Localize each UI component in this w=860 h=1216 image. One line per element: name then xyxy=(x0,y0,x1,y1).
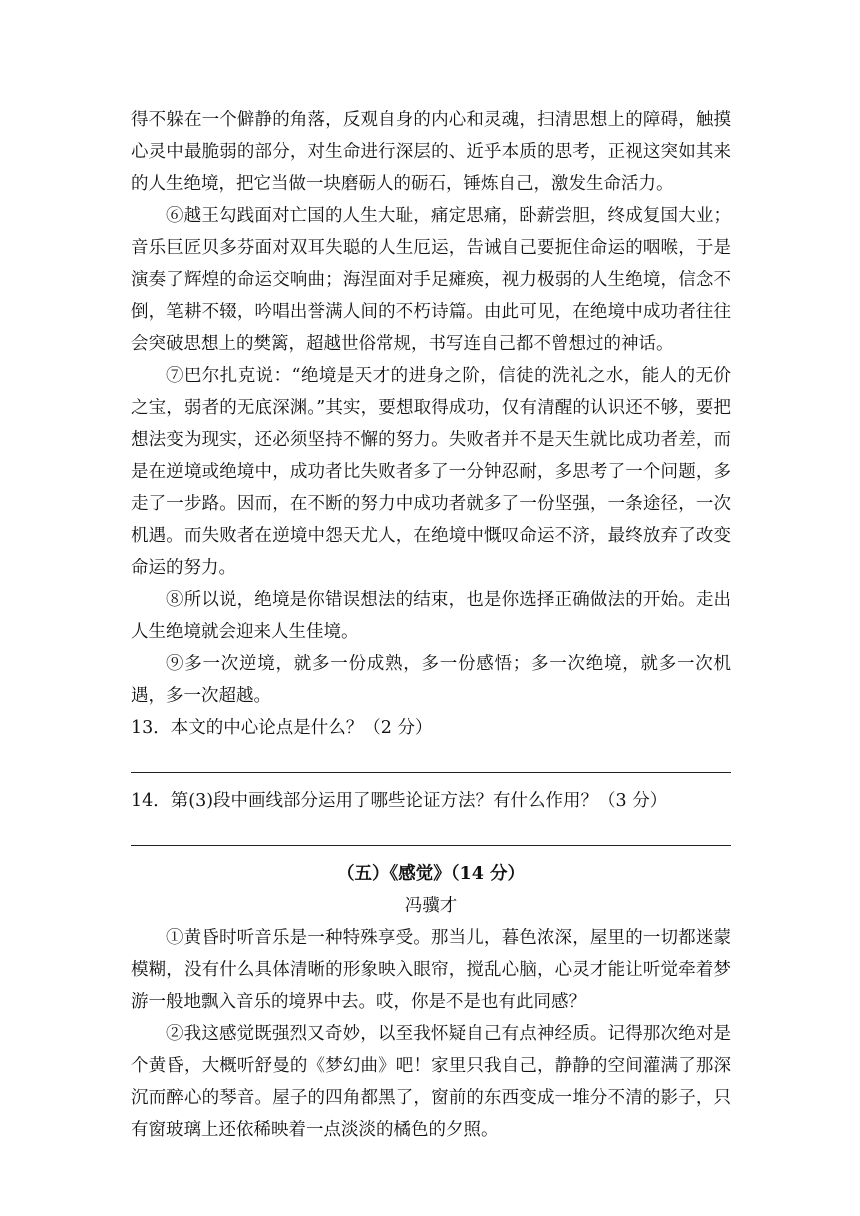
passage-paragraph-7: ⑦巴尔扎克说：“绝境是天才的进身之阶，信徒的洗礼之水，能人的无价之宝，弱者的无底深渊。”其实，要想取得成功，仅有清醒的认识还不够，要把想法变为现实，还必须坚持不懈的努力。失败者并不是天生就比成功者差，而是在逆境或绝境中，成功者比失败者多了一分钟忍耐，多思考了一个问题，多走了一步路。因而，在不断的努力中成功者就多了一份坚强，一条途径，一次机遇。而失败者在逆境中怨天尤人，在绝境中慨叹命运不济，最终放弃了改变命运的努力。 xyxy=(131,366,731,578)
document-body xyxy=(131,104,731,1146)
section-paragraph-2: ②我这感觉既强烈又奇妙，以至我怀疑自己有点神经质。记得那次绝对是个黄昏，大概听舒曼的《梦幻曲》吧！家里只我自己，静静的空间灌满了那深沉而醉心的琴音。屋子的四角都黑了，窗前的东西变成一堆分不清的影子，只有窗玻璃上还依稀映着一点淡淡的橘色的夕照。 xyxy=(131,1024,731,1140)
section-title: （五）《感觉》（14 分） xyxy=(337,864,525,884)
passage-paragraph-8: ⑧所以说，绝境是你错误想法的结束，也是你选择正确做法的开始。走出人生绝境就会迎来人生佳境。 xyxy=(131,590,731,642)
section-author: 冯骥才 xyxy=(404,896,458,916)
passage-paragraph-9: ⑨多一次逆境，就多一份成熟，多一份感悟；多一次绝境，就多一次机遇，多一次超越。 xyxy=(131,654,731,706)
question-13: 13．本文的中心论点是什么？（2 分） xyxy=(131,718,433,738)
passage-paragraph-5-continued: 得不躲在一个僻静的角落，反观自身的内心和灵魂，扫清思想上的障碍，触摸心灵中最脆弱的部分，对生命进行深层的、近乎本质的思考，正视这突如其来的人生绝境，把它当做一块磨砺人的砺石，锤炼自己，激发生命活力。 xyxy=(131,110,731,194)
question-14: 14．第(3)段中画线部分运用了哪些论证方法？有什么作用？（3 分） xyxy=(131,791,668,811)
answer-line-14[interactable] xyxy=(131,845,731,846)
section-paragraph-1: ①黄昏时听音乐是一种特殊享受。那当儿，暮色浓深，屋里的一切都迷蒙模糊，没有什么具体清晰的形象映入眼帘，搅乱心脑，心灵才能让听觉牵着梦游一般地飘入音乐的境界中去。哎，你是不是也有此同感？ xyxy=(131,928,731,1012)
passage-paragraph-6: ⑥越王勾践面对亡国的人生大耻，痛定思痛，卧薪尝胆，终成复国大业；音乐巨匠贝多芬面对双耳失聪的人生厄运，告诫自己要扼住命运的咽喉，于是演奏了辉煌的命运交响曲；海涅面对手足瘫痪，视力极弱的人生绝境，信念不倒，笔耕不辍，吟唱出誉满人间的不朽诗篇。由此可见，在绝境中成功者往往会突破思想上的樊篱，超越世俗常规，书写连自己都不曾想过的神话。 xyxy=(131,206,731,354)
answer-line-13[interactable] xyxy=(131,772,731,773)
